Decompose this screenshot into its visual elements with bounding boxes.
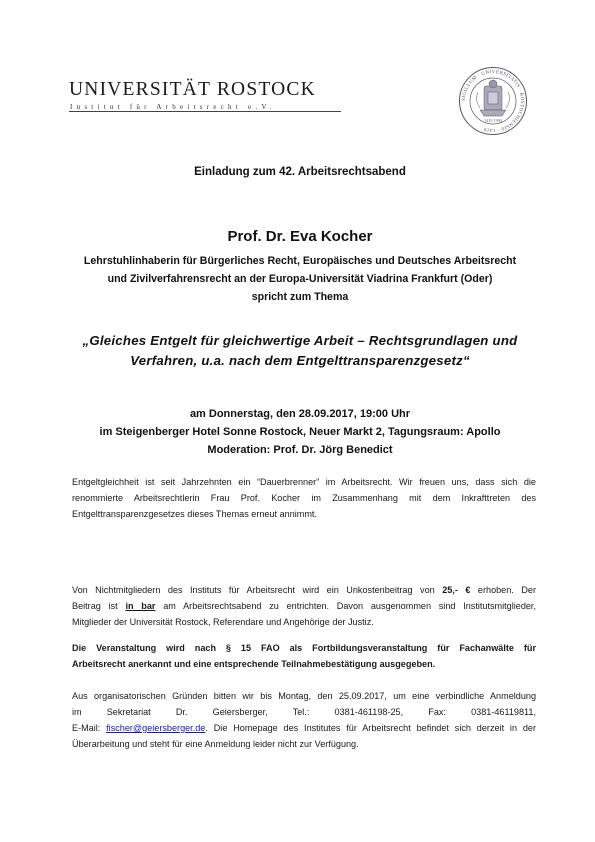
event-details	[40, 405, 560, 459]
university-name: UNIVERSITÄT ROSTOCK	[69, 79, 316, 100]
paragraph-line: Beitrag ist in bar am Arbeitsrechtsabend zu entrichten. Davon ausgenommen sind Institutsmitglieder,	[72, 601, 536, 611]
fee-amount: 25,- €	[442, 585, 471, 595]
header-divider	[69, 111, 341, 112]
speaker-role	[40, 252, 560, 306]
seal-years: 1419 1994	[484, 118, 502, 123]
speaker-name: Prof. Dr. Eva Kocher	[227, 228, 373, 245]
paragraph-line: renommierte Arbeitsrechtlerin Frau Prof. Kocher im Zusammenhang mit dem Inkrafttreten des	[72, 493, 536, 503]
talk-title-line: „Gleiches Entgelt für gleichwertige Arbeit – Rechtsgrundlagen und	[82, 333, 518, 348]
speaker-role-line: Lehrstuhlinhaberin für Bürgerliches Recht, Europäisches und Deutsches Arbeitsrecht	[83, 255, 517, 267]
talk-title-line: Verfahren, u.a. nach dem Entgelttransparenzgesetz“	[130, 353, 470, 368]
paragraph-line: Die Veranstaltung wird nach § 15 FAO als Fortbildungsveranstaltung für Fachanwälte für	[72, 643, 536, 653]
paragraph-line: Entgelttransparenzgesetzes dieses Themas erneut annimmt.	[72, 509, 317, 519]
paragraph-line: Arbeitsrecht anerkannt und eine entsprechende Teilnahmebestätigung ausgegeben.	[72, 659, 436, 669]
paragraph-line: E-Mail: fischer@geiersberger.de. Die Homepage des Institutes für Arbeitsrecht befindet sich derzeit in der	[72, 723, 536, 733]
university-seal-logo	[458, 66, 528, 136]
email-link[interactable]: fischer@geiersberger.de	[106, 723, 206, 733]
fee-paragraph	[72, 582, 536, 630]
speaker-role-line: und Zivilverfahrensrecht an der Europa-Universität Viadrina Frankfurt (Oder)	[107, 273, 493, 285]
speaker-role-line: spricht zum Thema	[251, 291, 349, 303]
paragraph-line: Mitglieder der Universität Rostock, Referendare und Angehörige der Justiz.	[72, 617, 374, 627]
seal-inscription: SIGILLUM · UNIVERSITATIS · ROSTOCHIENSIS · 1419	[461, 69, 525, 133]
intro-paragraph	[72, 474, 536, 522]
paragraph-line: Überarbeitung und steht für eine Anmeldung leider nicht zur Verfügung.	[72, 739, 359, 749]
registration-paragraph	[72, 688, 536, 752]
institute-name: Institut für Arbeitsrecht e.V.	[70, 103, 276, 111]
paragraph-line: Aus organisatorischen Gründen bitten wir bis Montag, den 25.09.2017, um eine verbindliche Anmeldung	[72, 691, 536, 701]
accreditation-paragraph	[72, 640, 536, 672]
paragraph-line: im Sekretariat Dr. Geiersberger, Tel.: 0381-461198-25, Fax: 0381-46119811,	[72, 707, 536, 717]
invitation-heading: Einladung zum 42. Arbeitsrechtsabend	[194, 166, 406, 178]
event-venue: im Steigenberger Hotel Sonne Rostock, Neuer Markt 2, Tagungsraum: Apollo	[99, 426, 501, 438]
payment-cash-note: in bar	[125, 601, 156, 611]
talk-title	[40, 331, 560, 371]
event-moderation: Moderation: Prof. Dr. Jörg Benedict	[207, 444, 393, 456]
paragraph-line: Entgeltgleichheit ist seit Jahrzehnten ein “Dauerbrenner” im Arbeitsrecht. Wir freuen uns, dass sich die	[72, 477, 536, 487]
event-date: am Donnerstag, den 28.09.2017, 19:00 Uhr	[189, 408, 411, 420]
paragraph-line: Von Nichtmitgliedern des Instituts für Arbeitsrecht wird ein Unkostenbeitrag von 25,- € erhoben. Der	[72, 585, 536, 595]
